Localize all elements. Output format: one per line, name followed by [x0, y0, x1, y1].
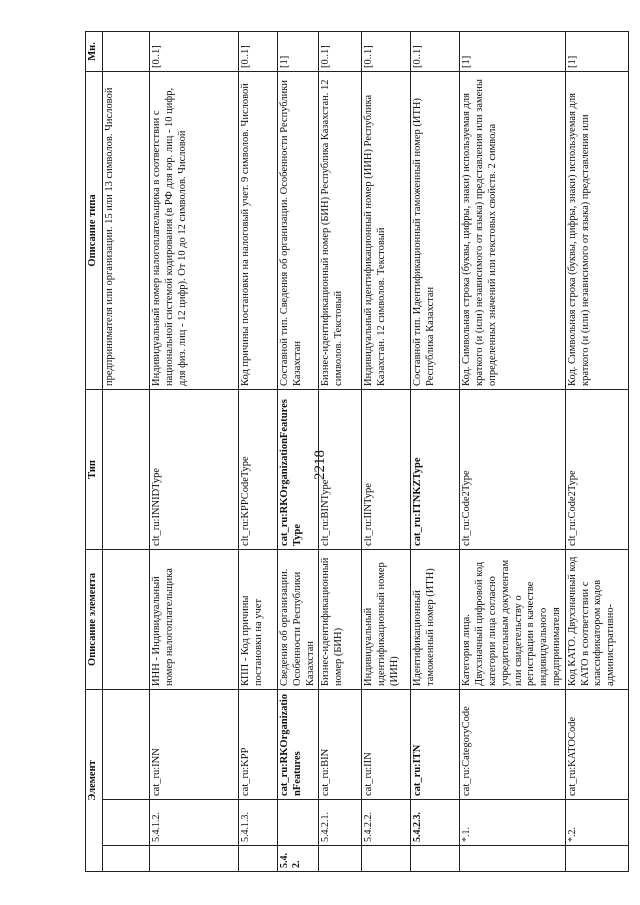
element-desc: Код КАТО. Двухзначный код КАТО в соответствии с классификатором кодов административно- [565, 549, 628, 689]
header-element: Элемент [86, 689, 103, 871]
table-row [150, 31, 239, 871]
num-level1 [239, 846, 278, 872]
element-desc: Бизнес-идентификационный номер (БИН) [319, 549, 362, 689]
num-level2: 5.4.2.2. [362, 800, 411, 846]
multiplicity: [0..1] [239, 31, 278, 71]
element-name: cat_ru:BIN [319, 689, 362, 799]
page-number: 2218 [312, 450, 328, 480]
multiplicity: [0..1] [319, 31, 362, 71]
element-name: cat_ru:CategoryCode [460, 689, 565, 799]
header-type: Тип [86, 389, 103, 549]
element-name: cat_ru:KPP [239, 689, 278, 799]
type-desc-cell: Индивидуальный идентификационный номер (ИИН) Республика Казахстан. 12 символов. Текстовый [362, 71, 411, 389]
table-row [278, 31, 319, 871]
num-level2: 5.4.2.3. [411, 800, 460, 846]
element-desc: КПП - Код причины постановки на учет [239, 549, 278, 689]
element-desc: Идентификационный таможенный номер (ИТН) [411, 549, 460, 689]
element-name: cat_ru:RKOrganizationFeatures [278, 689, 319, 799]
type-name: cat_ru:ITNKZType [411, 389, 460, 549]
header-element-desc: Описание элемента [86, 549, 103, 689]
table-row [362, 31, 411, 871]
num-level2: *.2. [565, 800, 628, 846]
type-name: clt_ru:BINType [319, 389, 362, 549]
element-name: cat_ru:IIN [362, 689, 411, 799]
type-desc-cell: Бизнес-идентификационный номер (БИН) Республика Казахстан. 12 символов. Текстовый [319, 71, 362, 389]
header-type-desc: Описание типа [86, 71, 103, 389]
type-name: clt_ru:Code2Type [565, 389, 628, 549]
num-level2: *.1. [460, 800, 565, 846]
multiplicity: [1] [565, 31, 628, 71]
type-name: clt_ru:IINType [362, 389, 411, 549]
num-level2: 5.4.1.3. [239, 800, 278, 846]
multiplicity: [1] [278, 31, 319, 71]
element-desc: ИНН - Индивидуальный номер налогоплательщика [150, 549, 239, 689]
type-desc-cell: Составной тип. Сведения об организации. Особенности Республики Казахстан [278, 71, 319, 389]
table-row [565, 31, 628, 871]
element-desc: Индивидуальный идентификационный номер (ИИН) [362, 549, 411, 689]
num-level1 [565, 846, 628, 872]
type-desc-cell: Составной тип. Идентификационный таможенный номер (ИТН) Республика Казахстан [411, 71, 460, 389]
num-level1 [411, 846, 460, 872]
type-desc-cell: Индивидуальный номер налогоплательщика в соответствии с национальной системой кодирования (в РФ для юр. лиц - 10 цифр, для физ. лиц - 12 цифр). От 10 до 12 символов. Числовой [150, 71, 239, 389]
num-level2: 5.4.1.2. [150, 800, 239, 846]
multiplicity: [0..1] [411, 31, 460, 71]
type-name: clt_ru:INNIDType [150, 389, 239, 549]
type-desc-cell: предпринимателя или организации. 15 или 13 символов. Числовой [103, 71, 150, 389]
table-row [103, 31, 150, 871]
type-desc-cell: Код. Символьная строка (буквы, цифры, знаки) используемая для краткого (и (или) независимого от языка) представления или [565, 71, 628, 389]
element-desc: Категория лица. Двухзначный цифровой код категории лица согласно учредительным документам или свидетельству о регистрации в качестве индивидуального предпринимателя [460, 549, 565, 689]
element-table [85, 31, 629, 872]
table-row [239, 31, 278, 871]
num-level1: 5.4.2. [278, 846, 319, 872]
table-row [411, 31, 460, 871]
multiplicity: [1] [460, 31, 565, 71]
num-level1 [319, 846, 362, 872]
element-desc: Сведения об организации. Особенности Республики Казахстан [278, 549, 319, 689]
multiplicity: [0..1] [362, 31, 411, 71]
type-name: clt_ru:KPPCodeType [239, 389, 278, 549]
num-level1 [150, 846, 239, 872]
element-name: cat_ru:INN [150, 689, 239, 799]
multiplicity: [0..1] [150, 31, 239, 71]
header-mult: Мн. [86, 31, 103, 71]
table-row [460, 31, 565, 871]
table-row [319, 31, 362, 871]
type-name: clt_ru:Code2Type [460, 389, 565, 549]
num-level2: 5.4.2.1. [319, 800, 362, 846]
element-name: cat_ru:KATOCode [565, 689, 628, 799]
num-level2 [278, 800, 319, 846]
num-level1 [460, 846, 565, 872]
num-level1 [362, 846, 411, 872]
element-name: cat_ru:ITN [411, 689, 460, 799]
document-table-wrapper [85, 32, 640, 872]
type-name: cat_ru:RKOrganizationFeaturesType [278, 389, 319, 549]
type-desc-cell: Код причины постановки на налоговый учет. 9 символов. Числовой [239, 71, 278, 389]
type-desc-cell: Код. Символьная строка (буквы, цифры, знаки) используемая для краткого (и (или) независимого от языка) представления или замены определенных значений или текстовых свойств. 2 символа [460, 71, 565, 389]
